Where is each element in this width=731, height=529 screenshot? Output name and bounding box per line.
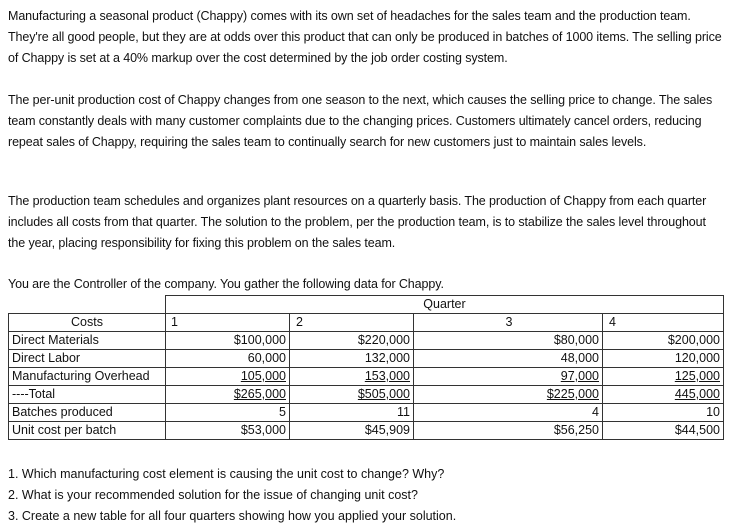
controller-intro-paragraph: You are the Controller of the company. You gather the following data for Chappy.: [8, 277, 444, 291]
table-row: [9, 368, 724, 386]
cell-value: $265,000: [233, 387, 286, 401]
chappy-cost-table: [8, 295, 724, 440]
manufacturing-overhead-q1-value: [166, 368, 290, 386]
question-1: 1. Which manufacturing cost element is causing the unit cost to change? Why?: [8, 467, 445, 481]
direct-labor-q4-value: [603, 350, 724, 368]
quarter-4-header: 4: [603, 314, 724, 332]
direct-materials-q3-value: [414, 332, 603, 350]
batches-produced-q3-value: [414, 404, 603, 422]
direct-labor-q2-value: [290, 350, 414, 368]
total-q1-value: [166, 386, 290, 404]
intro-paragraph: Manufacturing a seasonal product (Chappy) comes with its own set of headaches for the sales team and the production team. They're all good people, but they are at odds over this product that can only be produced in batches of 1000 items. The selling price of Chappy is set at a 40% markup over the cost determined by the job order costing system.: [8, 9, 722, 65]
direct-materials-q4-value: [603, 332, 724, 350]
unit-cost-per-batch-q1-value: [166, 422, 290, 440]
pricing-problem-paragraph: The per-unit production cost of Chappy changes from one season to the next, which causes the selling price to change. The sales team constantly deals with many customer complaints due to the changing prices. Customers ultimately cancel orders, reducing repeat sales of Chappy, requiring the sales team to continually search for new customers just to maintain sales levels.: [8, 93, 713, 149]
cell-value: $100,000: [233, 333, 286, 347]
question-3: 3. Create a new table for all four quarters showing how you applied your solution.: [8, 509, 457, 523]
batches-produced-q2-value: [290, 404, 414, 422]
question-list: [8, 464, 456, 527]
cell-value: $505,000: [357, 387, 410, 401]
cell-value: $56,250: [553, 423, 599, 437]
table-row: [9, 422, 724, 440]
direct-materials-q2-value: [290, 332, 414, 350]
direct-materials-label: Direct Materials: [9, 332, 166, 350]
cell-value: 60,000: [247, 351, 286, 365]
cell-value: 445,000: [674, 387, 720, 401]
unit-cost-per-batch-q2-value: [290, 422, 414, 440]
total-label: ----Total: [9, 386, 166, 404]
costs-header: Costs: [9, 314, 166, 332]
table-row: [9, 332, 724, 350]
unit-cost-per-batch-q3-value: [414, 422, 603, 440]
table-corner-cell: [9, 296, 166, 314]
cell-value: 97,000: [560, 369, 599, 383]
cell-value: $220,000: [357, 333, 410, 347]
cell-value: $200,000: [667, 333, 720, 347]
manufacturing-overhead-q4-value: [603, 368, 724, 386]
total-q3-value: [414, 386, 603, 404]
batches-produced-q4-value: [603, 404, 724, 422]
cell-value: $45,909: [364, 423, 410, 437]
quarter-1-header: 1: [166, 314, 290, 332]
cell-value: $44,500: [674, 423, 720, 437]
batches-produced-label: Batches produced: [9, 404, 166, 422]
direct-labor-q3-value: [414, 350, 603, 368]
table-row: [9, 350, 724, 368]
column-header-row: [9, 314, 724, 332]
manufacturing-overhead-q2-value: [290, 368, 414, 386]
cell-value: $225,000: [546, 387, 599, 401]
cell-value: 48,000: [560, 351, 599, 365]
quarter-3-header: 3: [414, 314, 603, 332]
production-team-paragraph: The production team schedules and organizes plant resources on a quarterly basis. The production of Chappy from each quarter includes all costs from that quarter. The solution to the problem, per the production team, is to stabilize the sales level throughout the year, placing responsibility for fixing this problem on the sales team.: [8, 194, 707, 250]
direct-labor-q1-value: [166, 350, 290, 368]
total-q4-value: [603, 386, 724, 404]
cell-value: 120,000: [674, 351, 720, 365]
unit-cost-per-batch-label: Unit cost per batch: [9, 422, 166, 440]
cell-value: 125,000: [674, 369, 720, 383]
cell-value: 4: [592, 405, 599, 419]
cell-value: 153,000: [364, 369, 410, 383]
unit-cost-per-batch-q4-value: [603, 422, 724, 440]
table-row: [9, 386, 724, 404]
cell-value: 105,000: [240, 369, 286, 383]
quarter-header-row: [9, 296, 724, 314]
cell-value: 11: [397, 405, 410, 419]
question-2: 2. What is your recommended solution for the issue of changing unit cost?: [8, 488, 418, 502]
cell-value: 132,000: [364, 351, 410, 365]
batches-produced-q1-value: [166, 404, 290, 422]
total-q2-value: [290, 386, 414, 404]
direct-materials-q1-value: [166, 332, 290, 350]
cell-value: $80,000: [553, 333, 599, 347]
cell-value: $53,000: [240, 423, 286, 437]
cell-value: 10: [706, 405, 720, 419]
direct-labor-label: Direct Labor: [9, 350, 166, 368]
table-row: [9, 404, 724, 422]
manufacturing-overhead-q3-value: [414, 368, 603, 386]
manufacturing-overhead-label: Manufacturing Overhead: [9, 368, 166, 386]
quarter-header: Quarter: [166, 296, 724, 314]
cell-value: 5: [279, 405, 286, 419]
quarter-2-header: 2: [290, 314, 414, 332]
